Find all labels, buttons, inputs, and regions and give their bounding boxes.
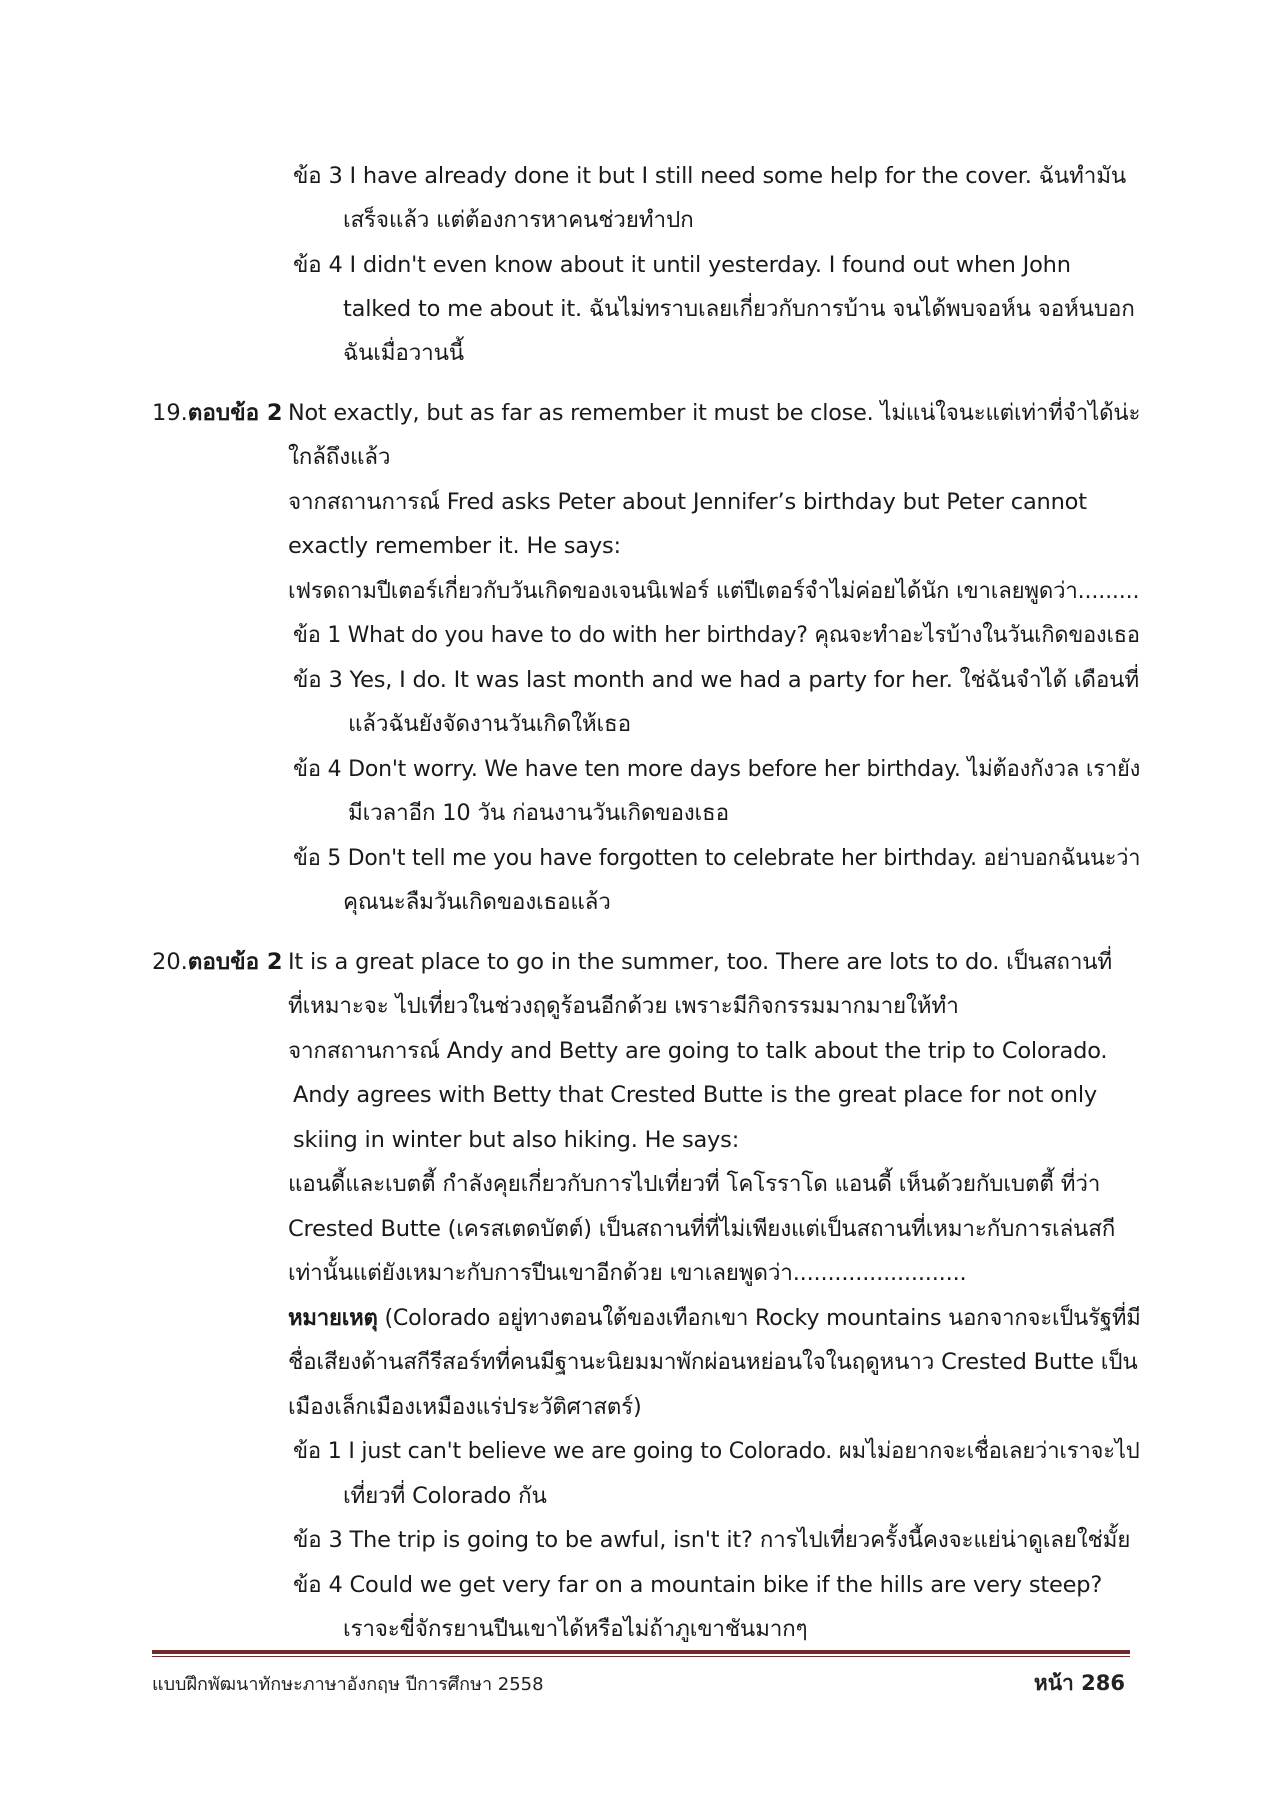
q19-option-1-line-1: ข้อ 1 What do you have to do with her birthday? คุณจะทำอะไรบ้างในวันเกิดของเธอ — [293, 622, 1140, 648]
q20-answer-line-1: It is a great place to go in the summer, too. There are lots to do. เป็นสถานที่ — [288, 949, 1113, 975]
q19-situation-thai: เฟรดถามปีเตอร์เกี่ยวกับวันเกิดของเจนนิเฟอร์ แต่ปีเตอร์จำไม่ค่อยได้นัก เขาเลยพูดว่า......... — [288, 578, 1140, 604]
q20-situation-line-1: จากสถานการณ์ Andy and Betty are going to talk about the trip to Colorado. — [288, 1038, 1108, 1064]
q20-note-text-1: (Colorado อยู่ทางตอนใต้ของเทือกเขา Rocky mountains นอกจากจะเป็นรัฐที่มี — [377, 1305, 1141, 1331]
q19-number: 19. — [152, 400, 188, 426]
q19-option-3-line-2: แล้วฉันยังจัดงานวันเกิดให้เธอ — [348, 711, 631, 737]
q20-note-line-1 — [288, 1303, 1141, 1333]
q18-option-4-line-1: ข้อ 4 I didn't even know about it until yesterday. I found out when John — [293, 252, 1071, 278]
q20-situation-thai-3: เท่านั้นแต่ยังเหมาะกับการปีนเขาอีกด้วย เขาเลยพูดว่า......................... — [288, 1260, 967, 1286]
q20-situation-line-3: skiing in winter but also hiking. He says: — [293, 1127, 740, 1153]
q18-option-3-line-1: ข้อ 3 I have already done it but I still need some help for the cover. ฉันทำมัน — [293, 163, 1127, 189]
q20-situation-line-2: Andy agrees with Betty that Crested Butte is the great place for not only — [293, 1082, 1097, 1108]
q18-option-4-line-3: ฉันเมื่อวานนี้ — [343, 340, 464, 366]
q20-answer-label: ตอบข้อ 2 — [187, 949, 283, 975]
q19-answer-line-2: ใกล้ถึงแล้ว — [288, 444, 391, 470]
q20-option-1-line-1: ข้อ 1 I just can't believe we are going to Colorado. ผมไม่อยากจะเชื่อเลยว่าเราจะไป — [293, 1438, 1140, 1464]
q20-note-line-3: เมืองเล็กเมืองเหมืองแร่ประวัติศาสตร์) — [288, 1394, 642, 1420]
q20-situation-thai-2: Crested Butte (เครสเตดบัตต์) เป็นสถานที่ที่ไม่เพียงแต่เป็นสถานที่เหมาะกับการเล่นสกี — [288, 1216, 1116, 1242]
q18-option-4-line-2: talked to me about it. ฉันไม่ทราบเลยเกี่ยวกับการบ้าน จนได้พบจอห์น จอห์นบอก — [343, 296, 1135, 322]
page-number: หน้า 286 — [1033, 1671, 1125, 1695]
footer-divider-thick — [152, 1650, 1130, 1654]
q20-option-1-line-2: เที่ยวที่ Colorado กัน — [343, 1483, 547, 1509]
q19-answer-line-1: Not exactly, but as far as remember it must be close. ไม่แน่ใจนะแต่เท่าที่จำได้น่ะ — [288, 400, 1141, 426]
q20-note-line-2: ชื่อเสียงด้านสกีรีสอร์ทที่คนมีฐานะนิยมมาพักผ่อนหย่อนใจในฤดูหนาว Crested Butte เป็น — [288, 1349, 1138, 1375]
footer-title: แบบฝึกพัฒนาทักษะภาษาอังกฤษ ปีการศึกษา 2558 — [152, 1674, 544, 1695]
q20-situation-thai-1: แอนดี้และเบตตี้ กำลังคุยเกี่ยวกับการไปเที่ยวที่ โคโรราโด แอนดี้ เห็นด้วยกับเบตตี้ ที่ว่า — [288, 1171, 1101, 1197]
q19-situation-line-2: exactly remember it. He says: — [288, 533, 621, 559]
q19-answer-label: ตอบข้อ 2 — [187, 400, 283, 426]
q20-note-label: หมายเหตุ — [288, 1305, 378, 1331]
q19-option-3-line-1: ข้อ 3 Yes, I do. It was last month and we had a party for her. ใช่ฉันจำได้ เดือนที่ — [293, 667, 1139, 693]
q19-number-label — [152, 398, 283, 428]
q19-option-4-line-1: ข้อ 4 Don't worry. We have ten more days before her birthday. ไม่ต้องกังวล เรายัง — [293, 756, 1141, 782]
q19-option-5-line-1: ข้อ 5 Don't tell me you have forgotten to celebrate her birthday. อย่าบอกฉันนะว่า — [293, 845, 1141, 871]
q19-option-4-line-2: มีเวลาอีก 10 วัน ก่อนงานวันเกิดของเธอ — [348, 800, 729, 826]
q20-number-label — [152, 947, 283, 977]
q20-number: 20. — [152, 949, 188, 975]
q20-option-4-line-1: ข้อ 4 Could we get very far on a mountain bike if the hills are very steep? — [293, 1572, 1103, 1598]
q19-situation-line-1: จากสถานการณ์ Fred asks Peter about Jennifer’s birthday but Peter cannot — [288, 489, 1087, 515]
q20-answer-line-2: ที่เหมาะจะ ไปเที่ยวในช่วงฤดูร้อนอีกด้วย เพราะมีกิจกรรมมากมายให้ทำ — [288, 993, 959, 1019]
footer-divider-thin — [152, 1656, 1130, 1657]
q20-option-3-line-1: ข้อ 3 The trip is going to be awful, isn't it? การไปเที่ยวครั้งนี้คงจะแย่น่าดูเลยใช่มั้ย — [293, 1527, 1131, 1553]
q18-option-3-line-2: เสร็จแล้ว แต่ต้องการหาคนช่วยทำปก — [343, 207, 694, 233]
q19-option-5-line-2: คุณนะลืมวันเกิดของเธอแล้ว — [343, 889, 611, 915]
q20-option-4-line-2: เราจะขี่จักรยานปีนเขาได้หรือไม่ถ้าภูเขาชันมากๆ — [343, 1616, 808, 1642]
